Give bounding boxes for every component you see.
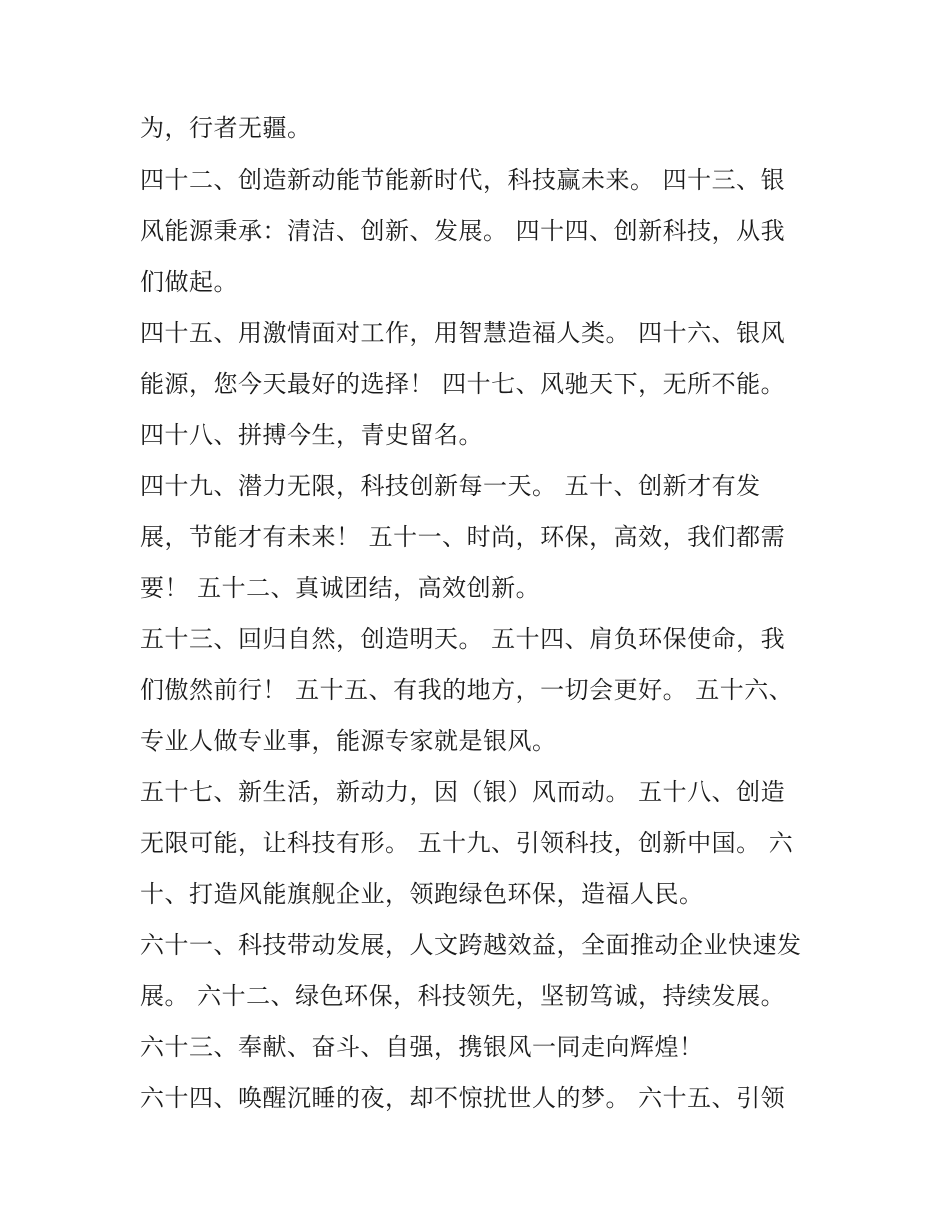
text-line-14: 五十七、新生活，新动力，因（银）风而动。 五十八、创造 xyxy=(140,778,786,806)
text-line-19: 六十三、奉献、奋斗、自强，携银风一同走向辉煌！ xyxy=(140,1033,704,1061)
text-line-11: 五十三、回归自然，创造明天。 五十四、肩负环保使命，我 xyxy=(140,625,786,653)
text-line-7: 四十八、拼搏今生，青史留名。 xyxy=(140,421,483,449)
text-line-9: 展，节能才有未来！ 五十一、时尚，环保，高效，我们都需 xyxy=(140,523,786,551)
text-line-6: 能源，您今天最好的选择！ 四十七、风驰天下，无所不能。 xyxy=(140,370,786,398)
text-line-15: 无限可能，让科技有形。 五十九、引领科技，创新中国。 六 xyxy=(140,829,794,857)
text-line-13: 专业人做专业事，能源专家就是银风。 xyxy=(140,727,557,755)
text-line-5: 四十五、用激情面对工作，用智慧造福人类。 四十六、银风 xyxy=(140,319,786,347)
text-line-18: 展。 六十二、绿色环保，科技领先，坚韧笃诚，持续发展。 xyxy=(140,982,786,1010)
text-line-2: 四十二、创造新动能节能新时代，科技赢未来。 四十三、银 xyxy=(140,166,786,194)
text-line-1: 为，行者无疆。 xyxy=(140,114,312,142)
text-line-3: 风能源秉承：清洁、创新、发展。 四十四、创新科技，从我 xyxy=(140,217,786,245)
text-line-10: 要！ 五十二、真诚团结，高效创新。 xyxy=(140,574,541,602)
text-line-12: 们傲然前行！ 五十五、有我的地方，一切会更好。 五十六、 xyxy=(140,676,794,704)
text-line-4: 们做起。 xyxy=(140,268,238,296)
text-line-16: 十、打造风能旗舰企业，领跑绿色环保，造福人民。 xyxy=(140,880,704,908)
text-line-8: 四十九、潜力无限，科技创新每一天。 五十、创新才有发 xyxy=(140,472,761,500)
text-line-17: 六十一、科技带动发展，人文跨越效益，全面推动企业快速发 xyxy=(140,931,802,959)
text-line-20: 六十四、唤醒沉睡的夜，却不惊扰世人的梦。 六十五、引领 xyxy=(140,1084,786,1112)
